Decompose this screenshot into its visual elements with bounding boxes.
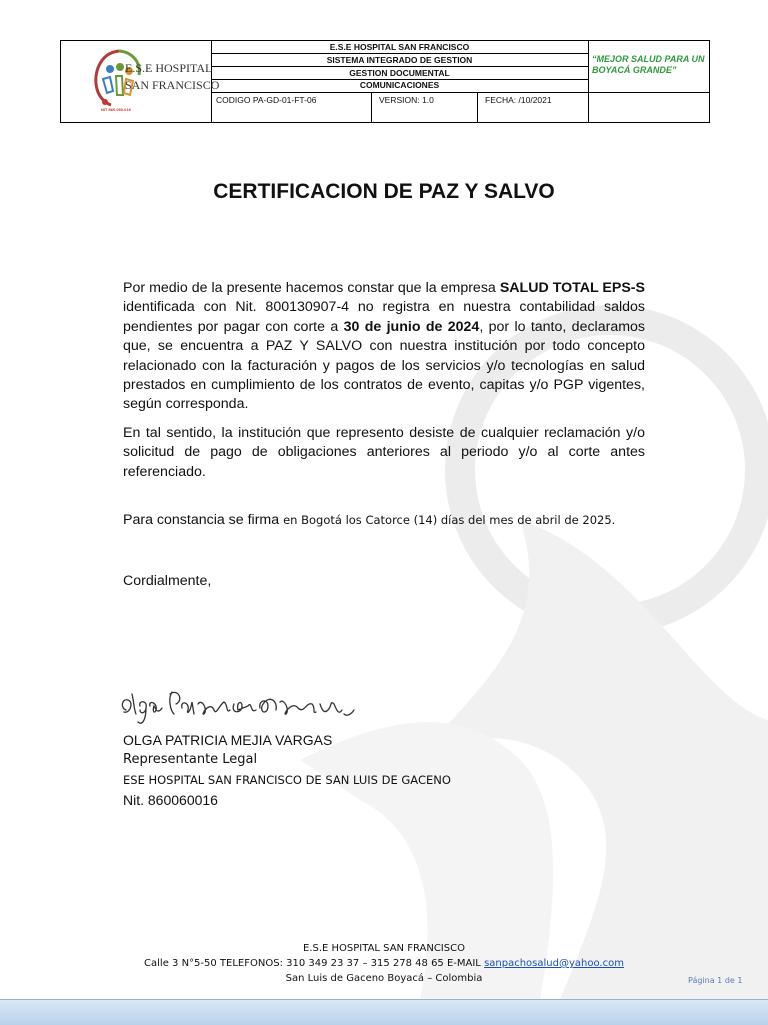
- document-code: CODIGO PA-GD-01-FT-06: [216, 95, 317, 105]
- logo-nit: NIT 860.060.016: [101, 107, 131, 112]
- footer-institution: E.S.E HOSPITAL SAN FRANCISCO: [303, 943, 465, 954]
- footer-location: San Luis de Gaceno Boyacá – Colombia: [285, 973, 483, 984]
- hospital-logo: [61, 41, 220, 122]
- header-system: SISTEMA INTEGRADO DE GESTION: [211, 54, 588, 67]
- logo-name-line1: E.S.E HOSPITAL: [125, 61, 213, 75]
- document-date: FECHA: /10/2021: [485, 95, 552, 105]
- paragraph-signing: Para constancia se firma en Bogotá los Catorce (14) días del mes de abril de 2025.: [123, 512, 616, 528]
- header-meta: [211, 92, 588, 123]
- footer-bar: [0, 999, 768, 1025]
- signer-role: Representante Legal: [123, 752, 258, 767]
- signature-image: [118, 680, 368, 730]
- page-footer: [0, 941, 768, 986]
- page-title: CERTIFICACION DE PAZ Y SALVO: [213, 180, 555, 203]
- paragraph-waiver: En tal sentido, la institución que represento desiste de cualquier reclamación y/o solicitud de pago de obligaciones anteriores al periodo y/o al corte antes referenciado.: [123, 425, 645, 480]
- document-version: VERSION: 1.0: [379, 95, 434, 105]
- logo-name-line2: SAN FRANCISCO: [125, 78, 220, 92]
- slogan: “MEJOR SALUD PARA UN BOYACÁ GRANDE”: [592, 54, 705, 75]
- document-header: [60, 40, 710, 123]
- header-institution: E.S.E HOSPITAL SAN FRANCISCO: [211, 41, 588, 54]
- paragraph-certification: Por medio de la presente hacemos constar que la empresa SALUD TOTAL EPS-S identificada con Nit. 800130907-4 no registra en nuestra contabilidad saldos pendientes por pagar con corte a 30 de junio de 2024, por lo tanto, declaramos que, se encuentra a PAZ Y SALVO con nuestra institución por todo concepto relacionado con la facturación y pagos de los servicios y/o tecnologías en salud prestados en cumplimiento de los contratos de evento, capitas y/o PGP vigentes, según corresponda.: [123, 280, 646, 413]
- header-info: [211, 41, 589, 122]
- signer-nit: Nit. 860060016: [123, 792, 218, 808]
- page-number: Página 1 de 1: [688, 976, 743, 985]
- cutoff-date: 30 de junio de 2024: [343, 318, 480, 335]
- company-name: SALUD TOTAL EPS-S: [499, 280, 645, 296]
- signer-organization: ESE HOSPITAL SAN FRANCISCO DE SAN LUIS DE GACENO: [123, 773, 451, 787]
- signer-block: [123, 730, 451, 810]
- footer-email-link[interactable]: sanpachosalud@yahoo.com: [484, 958, 624, 969]
- header-subarea: COMUNICACIONES: [359, 80, 440, 90]
- signer-name: OLGA PATRICIA MEJIA VARGAS: [123, 732, 333, 748]
- header-area: GESTION DOCUMENTAL: [211, 67, 588, 80]
- footer-contact: Calle 3 N°5-50 TELEFONOS: 310 349 23 37 – 315 278 48 65 E-MAIL sanpachosalud@yahoo.com: [144, 958, 624, 969]
- header-slogan-cell: [588, 41, 709, 122]
- closing: Cordialmente,: [123, 573, 212, 589]
